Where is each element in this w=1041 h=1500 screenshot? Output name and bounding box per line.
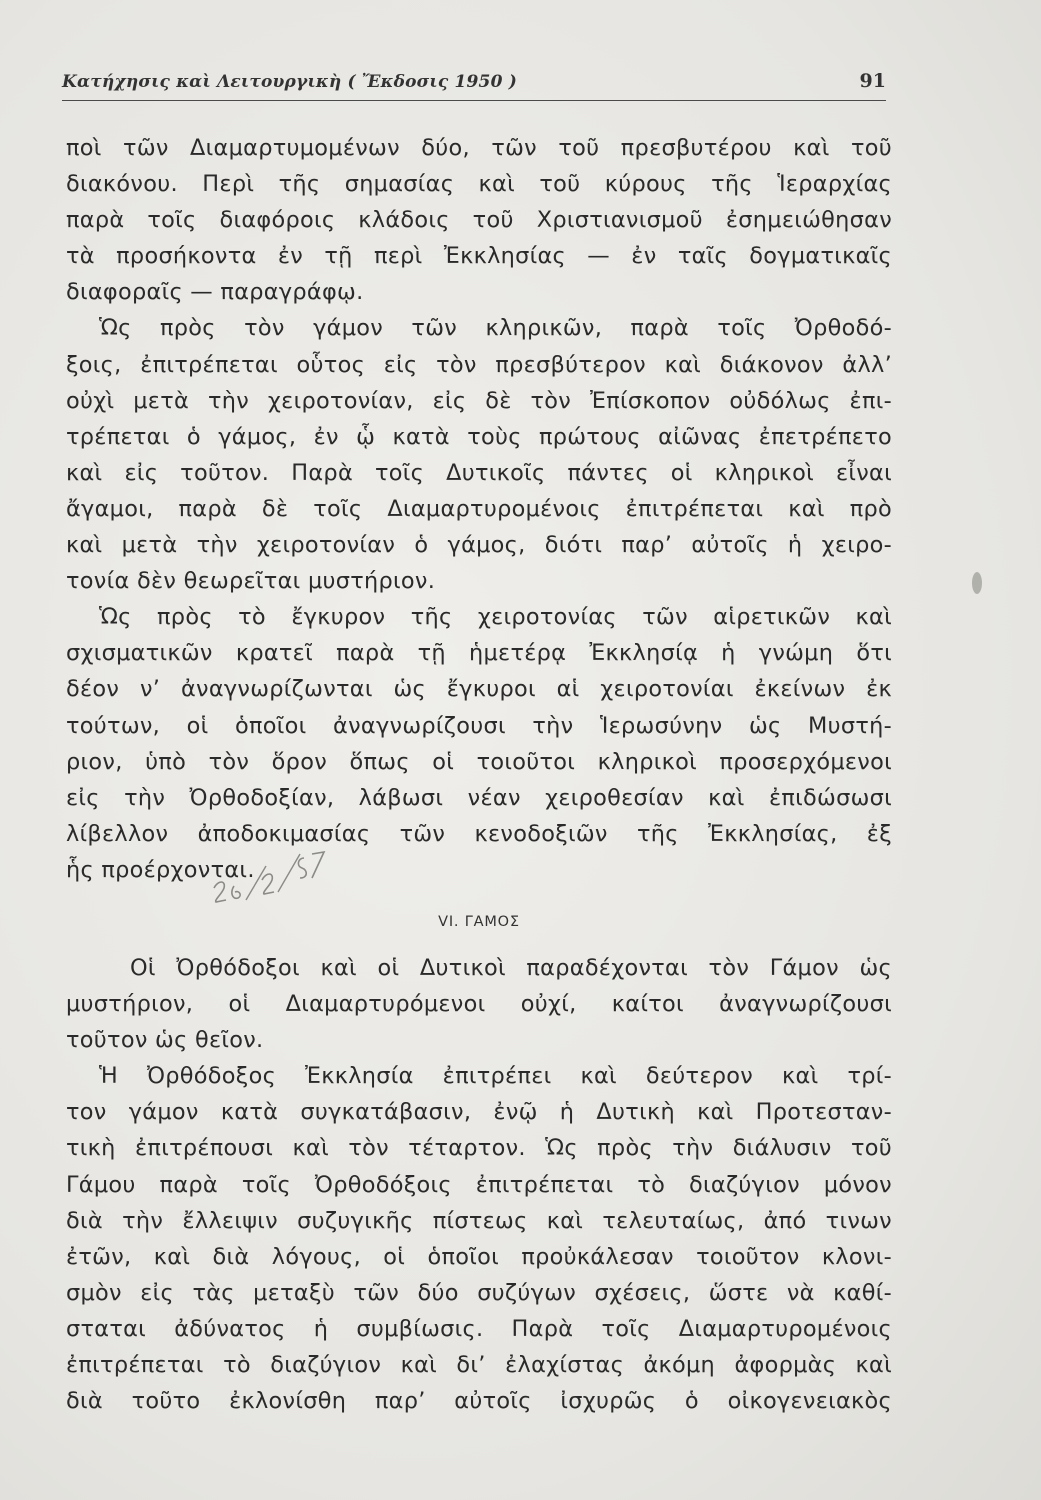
running-title: Κατήχησις καὶ Λειτουργικὴ ( Ἔκδοσις 1950 ) — [62, 72, 517, 92]
running-header — [62, 70, 886, 101]
text-line: ἐπιτρέπεται τὸ διαζύγιον καὶ δι’ ἐλαχίστας ἀκόμη ἀφορμὰς καὶ — [66, 1352, 892, 1378]
text-line: τὰ προσήκοντα ἐν τῇ περὶ Ἐκκλησίας — ἐν ταῖς δογματικαῖς — [66, 243, 892, 270]
section-heading: VI. ΓΑΜΟΣ — [438, 913, 520, 930]
page-number: 91 — [859, 70, 886, 92]
text-line: δέον ν’ ἀναγνωρίζωνται ὡς ἔγκυροι αἱ χειροτονίαι ἐκείνων ἐκ — [66, 676, 892, 703]
handwritten-date-note — [208, 830, 328, 910]
text-line: λίβελλον ἀποδοκιμασίας τῶν κενοδοξιῶν τῆς Ἐκκλησίας, ἐξ — [66, 820, 892, 847]
text-line: τοῦτον ὡς θεῖον. — [66, 1027, 264, 1054]
text-line: Ὡς πρὸς τὸν γάμον τῶν κληρικῶν, παρὰ τοῖς Ὀρθοδό- — [99, 315, 892, 342]
text-line: Οἱ Ὀρθόδοξοι καὶ οἱ Δυτικοὶ παραδέχονται τὸν Γάμον ὡς — [130, 954, 892, 981]
text-line: ἄγαμοι, παρὰ δὲ τοῖς Διαμαρτυρομένοις ἐπιτρέπεται καὶ πρὸ — [66, 495, 892, 522]
text-line: οὐχὶ μετὰ τὴν χειροτονίαν, εἰς δὲ τὸν Ἐπίσκοπον οὐδόλως ἐπι- — [66, 387, 892, 414]
text-line: Ὡς πρὸς τὸ ἔγκυρον τῆς χειροτονίας τῶν αἱρετικῶν καὶ — [99, 604, 892, 631]
text-line: τούτων, οἱ ὁποῖοι ἀναγνωρίζουσι τὴν Ἱερωσύνην ὡς Μυστή- — [66, 712, 892, 739]
ink-smudge — [972, 572, 982, 594]
text-line: ἐτῶν, καὶ διὰ λόγους, οἱ ὁποῖοι προὐκάλεσαν τοιοῦτον κλονι- — [66, 1243, 892, 1270]
text-line: σχισματικῶν κρατεῖ παρὰ τῇ ἡμετέρᾳ Ἐκκλησίᾳ ἡ γνώμη ὅτι — [66, 640, 892, 667]
text-line: παρὰ τοῖς διαφόροις κλάδοις τοῦ Χριστιανισμοῦ ἐσημειώθησαν — [66, 207, 892, 234]
text-line: τον γάμον κατὰ συγκατάβασιν, ἐνῷ ἡ Δυτικὴ καὶ Προτεσταν- — [66, 1099, 892, 1126]
text-line: Γάμου παρὰ τοῖς Ὀρθοδόξοις ἐπιτρέπεται τὸ διαζύγιον μόνον — [66, 1171, 892, 1198]
text-line: καὶ εἰς τοῦτον. Παρὰ τοῖς Δυτικοῖς πάντες οἱ κληρικοὶ εἶναι — [66, 459, 892, 486]
text-line: καὶ μετὰ τὴν χειροτονίαν ὁ γάμος, διότι παρ’ αὐτοῖς ἡ χειρο- — [66, 532, 892, 559]
text-line: διακόνου. Περὶ τῆς σημασίας καὶ τοῦ κύρους τῆς Ἱεραρχίας — [66, 171, 892, 198]
text-line: τονία δὲν θεωρεῖται μυστήριον. — [66, 568, 436, 595]
text-line: διὰ τὴν ἔλλειψιν συζυγικῆς πίστεως καὶ τελευταίως, ἀπό τινων — [66, 1207, 892, 1234]
text-line: Ἡ Ὀρθόδοξος Ἐκκλησία ἐπιτρέπει καὶ δεύτερον καὶ τρί- — [99, 1063, 892, 1090]
text-line: ἧς προέρχονται. — [66, 856, 255, 883]
text-line: ριον, ὑπὸ τὸν ὅρον ὅπως οἱ τοιοῦτοι κληρικοὶ προσερχόμενοι — [66, 748, 892, 775]
text-line: μυστήριον, οἱ Διαμαρτυρόμενοι οὐχί, καίτοι ἀναγνωρίζουσι — [66, 991, 892, 1018]
text-line: εἰς τὴν Ὀρθοδοξίαν, λάβωσι νέαν χειροθεσίαν καὶ ἐπιδώσωσι — [66, 784, 892, 811]
text-line: τικὴ ἐπιτρέπουσι καὶ τὸν τέταρτον. Ὡς πρὸς τὴν διάλυσιν τοῦ — [66, 1135, 892, 1162]
text-line: διὰ τοῦτο ἐκλονίσθη παρ’ αὐτοῖς ἰσχυρῶς ὁ οἰκογενειακὸς — [66, 1388, 892, 1415]
body-text — [66, 130, 892, 1419]
text-line: τρέπεται ὁ γάμος, ἐν ᾧ κατὰ τοὺς πρώτους αἰῶνας ἐπετρέπετο — [66, 423, 892, 450]
text-line: διαφοραῖς — παραγράφῳ. — [66, 279, 364, 306]
text-line: ποὶ τῶν Διαμαρτυμομένων δύο, τῶν τοῦ πρεσβυτέρου καὶ τοῦ — [66, 135, 892, 161]
text-line: σταται ἀδύνατος ἡ συμβίωσις. Παρὰ τοῖς Διαμαρτυρομένοις — [66, 1315, 892, 1342]
text-line: ξοις, ἐπιτρέπεται οὗτος εἰς τὸν πρεσβύτερον καὶ διάκονον ἀλλ’ — [66, 351, 892, 378]
text-line: σμὸν εἰς τὰς μεταξὺ τῶν δύο συζύγων σχέσεις, ὥστε νὰ καθί- — [66, 1279, 892, 1306]
